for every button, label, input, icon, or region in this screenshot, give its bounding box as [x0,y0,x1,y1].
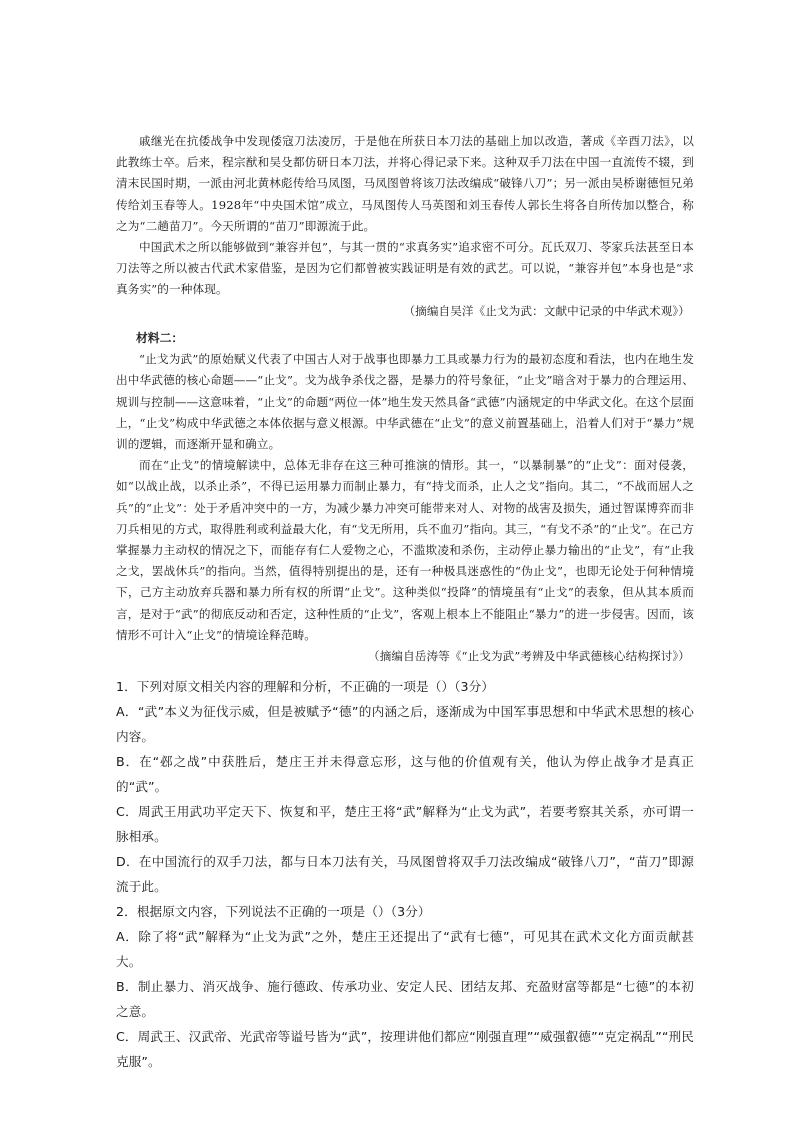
question-stem: 1．下列对原文相关内容的理解和分析，不正确的一项是（）（3分） [116,679,495,694]
source-citation: （摘编自岳涛等《“止戈为武”考辨及中华武德核心结构探讨》） [368,649,690,664]
paragraph: “止戈为武”的原始赋义代表了中国古人对于战事也即暴力工具或暴力行为的最初态度和看法，也内在地生发出中华武德的核心命题——“止戈”。戈为战争杀伐之器，是暴力的符号象征，“止戈”暗含对于暴力的合理运用、规训与控制——这意味着，“止戈”的命题“两位一体”地生发天然具备“武德”内涵规定的中华武文化。在这个层面上，“止戈”构成中华武德之本体依据与意义根源。中华武德在“止戈”的意义前置基础上，沿着人们对于“暴力”规训的逻辑，而逐渐开显和确立。 [116,352,694,452]
option-c: C．周武王用武功平定天下、恢复和平，楚庄王将“武”解释为“止戈为武”，若要考察其关系，亦可谓一脉相承。 [116,804,694,844]
option-c: C．周武王、汉武帝、光武帝等谥号皆为“武”，按理讲他们都应“刚强直理”“威强叡德”“克定祸乱”“刑民克服”。 [116,1029,694,1069]
source-citation: （摘编自吴洋《止戈为武：文献中记录的中华武术观》） [403,303,690,318]
option-b: B．在“邲之战”中获胜后，楚庄王并未得意忘形，这与他的价值观有关，他认为停止战争才是真正的“武”。 [116,754,694,794]
option-b: B．制止暴力、消灭战争、施行德政、传承功业、安定人民、团结友邦、充盈财富等都是“七德”的本初之意。 [116,979,694,1019]
option-a: A．除了将“武”解释为“止戈为武”之外，楚庄王还提出了“武有七德”，可见其在武术文化方面贡献甚大。 [116,929,694,969]
question-stem: 2．根据原文内容，下列说法不正确的一项是（）（3分） [116,904,431,919]
paragraph: 戚继光在抗倭战争中发现倭寇刀法凌厉，于是他在所获日本刀法的基础上加以改造，著成《辛酉刀法》，以此教练士卒。后来，程宗猷和吴殳都仿研日本刀法，并将心得记录下来。这种双手刀法在中国一直流传不辍，到清末民国时期，一派由河北黄林彪传给马凤图，马凤图曾将该刀法改编成“破锋八刀”；另一派由吴桥谢德恒兄弟传给刘玉春等人。1928年“中央国术馆”成立，马凤图传人马英图和刘玉春传人郭长生将各自所传加以整合，称之为“二趟苗刀”。今天所谓的“苗刀”即源流于此。 [116,134,694,233]
option-d: D．在中国流行的双手刀法，都与日本刀法有关，马凤图曾将双手刀法改编成“破锋八刀”，“苗刀”即源流于此。 [116,854,694,894]
material-label: 材料二： [136,331,184,345]
paragraph: 而在“止戈”的情境解读中，总体无非存在这三种可推演的情形。其一，“以暴制暴”的“止戈”：面对侵袭，如“以战止战，以杀止杀”，不得已运用暴力而制止暴力，有“持戈而杀，止人之戈”指向。其二，“不战而屈人之兵”的“止戈”：处于矛盾冲突中的一方，为减少暴力冲突可能带来对人、对物的战害及损失，通过智谋博弈而非刀兵相见的方式，取得胜利或利益最大化，有“戈无所用，兵不血刃”指向。其三，“有戈不杀”的“止戈”。在己方掌握暴力主动权的情况之下，而能存有仁人爱物之心，不滥欺凌和杀伤，主动停止暴力输出的“止戈”，有“止我之戈，罢战休兵”的指向。当然，值得特别提出的是，还有一种极具迷惑性的“伪止戈”，也即无论处于何种情境下，己方主动放弃兵器和暴力所有权的所谓“止戈”。这种类似“投降”的情境虽有“止戈”的表象，但从其本质而言，是对于“武”的彻底反动和否定，这种性质的“止戈”，客观上根本上不能阻止“暴力”的进一步侵害。因而，该情形不可计入“止戈”的情境诠释范畴。 [116,458,694,642]
option-a: A．“武”本义为征伐示威，但是被赋予“德”的内涵之后，逐渐成为中国军事思想和中华武术思想的核心内容。 [116,704,694,744]
question-section [116,674,694,1074]
material-one-tail [116,131,694,322]
material-two [116,328,694,667]
paragraph: 中国武术之所以能够做到“兼容并包”，与其一贯的“求真务实”追求密不可分。瓦氏双刀、苓家兵法甚至日本刀法等之所以被古代武术家借鉴，是因为它们都曾被实践证明是有效的武艺。可以说，“兼容并包”本身也是“求真务实”的一种体现。 [116,240,694,297]
